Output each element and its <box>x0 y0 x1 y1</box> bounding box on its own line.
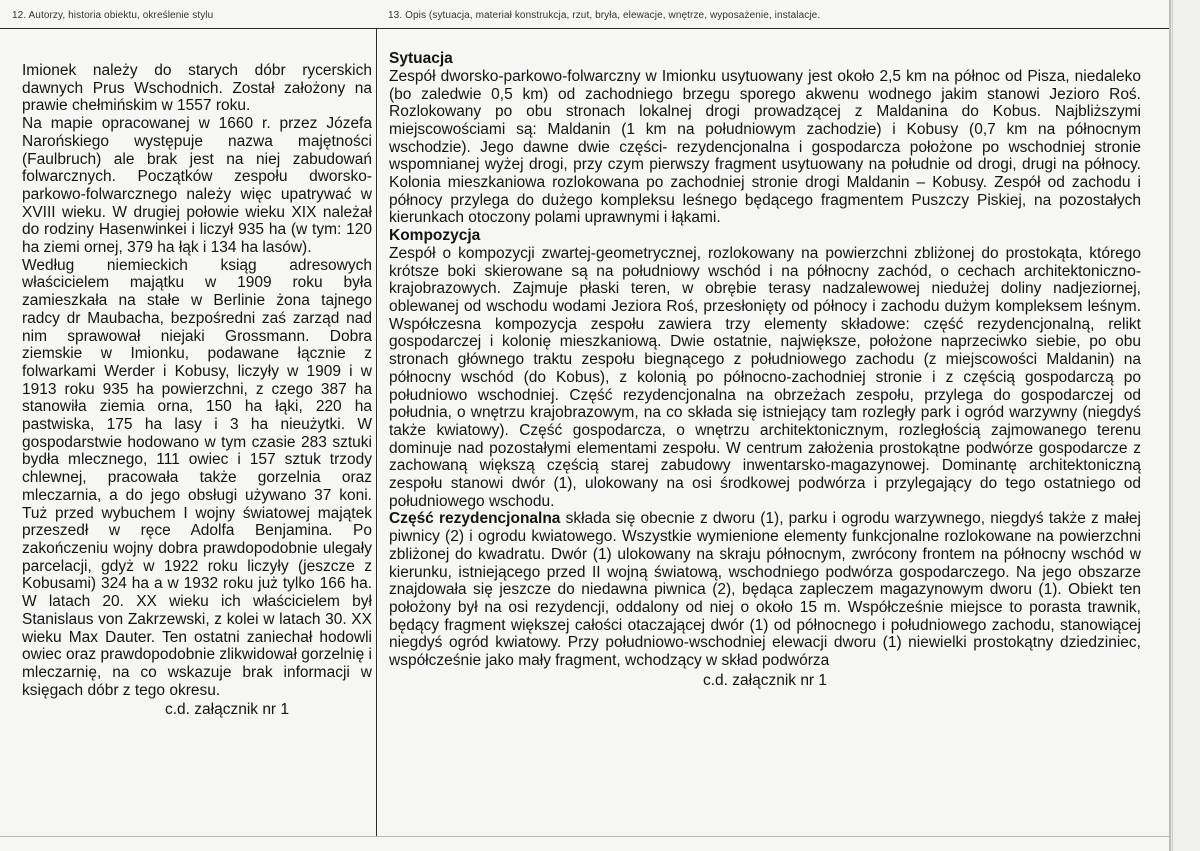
continuation-note-left: c.d. załącznik nr 1 <box>164 701 290 719</box>
residential-part-lead: Część rezydencjonalna <box>389 510 561 528</box>
history-paragraph-3: Według niemieckich ksiąg adresowych właścicielem majątku w 1909 roku była zamieszkała na stałe w Berlinie żona tajnego radcy dr Maubacha, bezpośredni zaś zarząd nad nim sprawował niejaki Grossmann. Dobra ziemskie w Imionku, podawane łącznie z folwarkami Werder i Kobusy, liczyły w 1909 i w 1913 roku 935 ha powierzchni, z czego 387 ha stanowiła ziemia orna, 150 ha łąki, 220 ha pastwiska, 175 ha lasy i 3 ha nieużytki. W gospodarstwie hodowano w tym czasie 283 sztuki bydła mlecznego, 111 owiec i 157 sztuk trzody chlewnej, pracowała także gorzelnia oraz mleczarnia, a do jego obsługi używano 37 koni. Tuż przed wybuchem I wojny światowej majątek przeszedł w ręce Adolfa Benjamina. Po zakończeniu wojny dobra prawdopodobnie ulegały parcelacji, gdyż w 1922 roku liczyły (jeszcze z Kobusami) 324 ha a w 1932 roku już tylko 166 ha. W latach 20. XX wieku ich właścicielem był Stanislaus von Zakrzewski, z kolei w latach 30. XX wieku Max Dauter. Ten ostatni zaniechał hodowli owiec oraz prawdopodobnie zlikwidował gorzelnię i mleczarnię, na co wskazuje brak informacji w księgach dóbr z tego okresu. <box>22 256 372 699</box>
left-column-header: 12. Autorzy, historia obiektu, określenie stylu <box>12 10 214 21</box>
residential-part-text: składa się obecnie z dworu (1), parku i ogrodu warzywnego, niegdyś także z małej piwnicy (2) i ogrodu kwiatowego. Wszystkie wymienione elementy funkcjonalne rozlokowane na powierzchni zbliżonej do kwadratu. Dwór (1) ulokowany na skraju północnym, zwrócony frontem na północny wschód w kierunku, istniejącego przed II wojną światową, wschodniego podwórza gospodarczego. Na jego obszarze znajdowała się jeszcze do niedawna piwnica (2), będąca zapleczem magazynowym dworu (1). Obiekt ten położony był na osi rezydencji, oddalony od niej o około 15 m. Współcześnie miejsce to porasta trawnik, będący fragment większej całości otaczającej dwór (1) od północnego i południowego zachodu, stanowiącej niegdyś ogród kwiatowy. Przy południowo-wschodniej elewacji dworu (1) niewielki prostokątny dziedziniec, współcześnie jako mały fragment, wchodzący w skład podwórza <box>389 510 1141 670</box>
section-heading-composition: Kompozycja <box>389 227 481 245</box>
section-heading-situation: Sytuacja <box>389 50 453 67</box>
history-paragraph-2: Na mapie opracowanej w 1660 r. przez Józefa Narońskiego występuje nazwa majętności (Faulbruch) ale brak jest na niej zabudowań folwarcznych. Początków zespołu dworsko-parkowo-folwarcznego należy więc upatrywać w XVIII wieku. W drugiej połowie wieku XIX należał do rodziny Hasenwinkei i liczył 935 ha (w tym: 120 ha ziemi ornej, 379 ha łąk i 134 ha lasów). <box>22 115 372 257</box>
continuation-note-right: c.d. załącznik nr 1 <box>702 671 828 689</box>
footer-rule <box>0 836 1169 837</box>
right-column-header: 13. Opis (sytuacja, materiał konstrukcja, rzut, bryła, elewacje, wnętrze, wyposażenie, instalacje. <box>388 10 821 21</box>
situation-paragraph: Zespół dworsko-parkowo-folwarczny w Imionku usytuowany jest około 2,5 km na północ od Pisza, niedaleko (bo zaledwie 0,5 km) od zachodniego brzegu sporego akwenu wodnego jakim stanowi Jezioro Roś. Rozlokowany po obu stronach lokalnej drogi prowadzącej z Maldanina do Kobus. Najbliższymi miejscowościami są: Maldanin (1 km na południowym zachodzie) i Kobusy (0,7 km na północnym wschodzie). Jego dawne dwie części- rezydencjonalna i gospodarcza położone po wschodniej stronie wspomnianej wyżej drogi, przy czym pierwszy fragment usytuowany na południe od drogi, drugi na północy. Kolonia mieszkaniowa rozlokowana po zachodniej stronie drogi Maldanin – Kobusy. Zespół od zachodu i północy przylega do dużego kompleksu leśnego będącego fragmentem Puszczy Piskiej, na pozostałych kierunkach otoczony polami uprawnymi i łąkami. <box>389 67 1141 227</box>
column-divider <box>376 28 377 836</box>
residential-part-paragraph <box>389 510 1141 669</box>
header-rule <box>0 28 1169 29</box>
composition-paragraph: Zespół o kompozycji zwartej-geometrycznej, rozlokowany na powierzchni zbliżonej do prostokąta, którego krótsze boki skierowane są na południowy wschód i na północny zachód, o cechach architektoniczno-krajobrazowych. Zajmuje płaski teren, w obrębie terasy nadzalewowej niedużej doliny nadjeziornej, oblewanej od wschodu wodami Jeziora Roś, przesłonięty od północy i zachodu dużym kompleksem leśnym. Współczesna kompozycja zespołu zawiera trzy elementy składowe: część rezydencjonalną, relikt gospodarczej i kolonię mieszkaniową. Dwie ostatnie, największe, położone naprzeciwko siebie, po obu stronach głównego traktu zespołu biegnącego z południowego zachodu (z miejscowości Maldanin) na północny wschód (do Kobus), z kolonią po północno-zachodniej stronie i z częścią gospodarczą po południowo wschodniej. Część rezydencjonalna na obrzeżach zespołu, przylega do gospodarczej od południa, o wnętrzu krajobrazowym, na co składa się istniejący tam rozległy park i ogród warzywny (niegdyś także kwiatowy). Część gospodarcza, o wnętrzu architektonicznym, rozległością zajmowanego terenu dominuje nad pozostałymi elementami zespołu. W centrum założenia prostokątne podwórze gospodarcze z zachowaną większą częścią starej zabudowy inwentarsko-magazynowej. Dominantę architektoniczną zespołu stanowi dwór (1), ulokowany na osi środkowej podwórza i przylegający do tego ostatniego od południowego wschodu. <box>389 244 1141 510</box>
history-paragraph-1: Imionek należy do starych dóbr rycerskich dawnych Prus Wschodnich. Został założony na prawie chełmińskim w 1557 roku. <box>22 62 372 115</box>
description-column <box>389 50 1141 690</box>
page-edge <box>1172 0 1200 851</box>
history-column <box>22 62 372 719</box>
